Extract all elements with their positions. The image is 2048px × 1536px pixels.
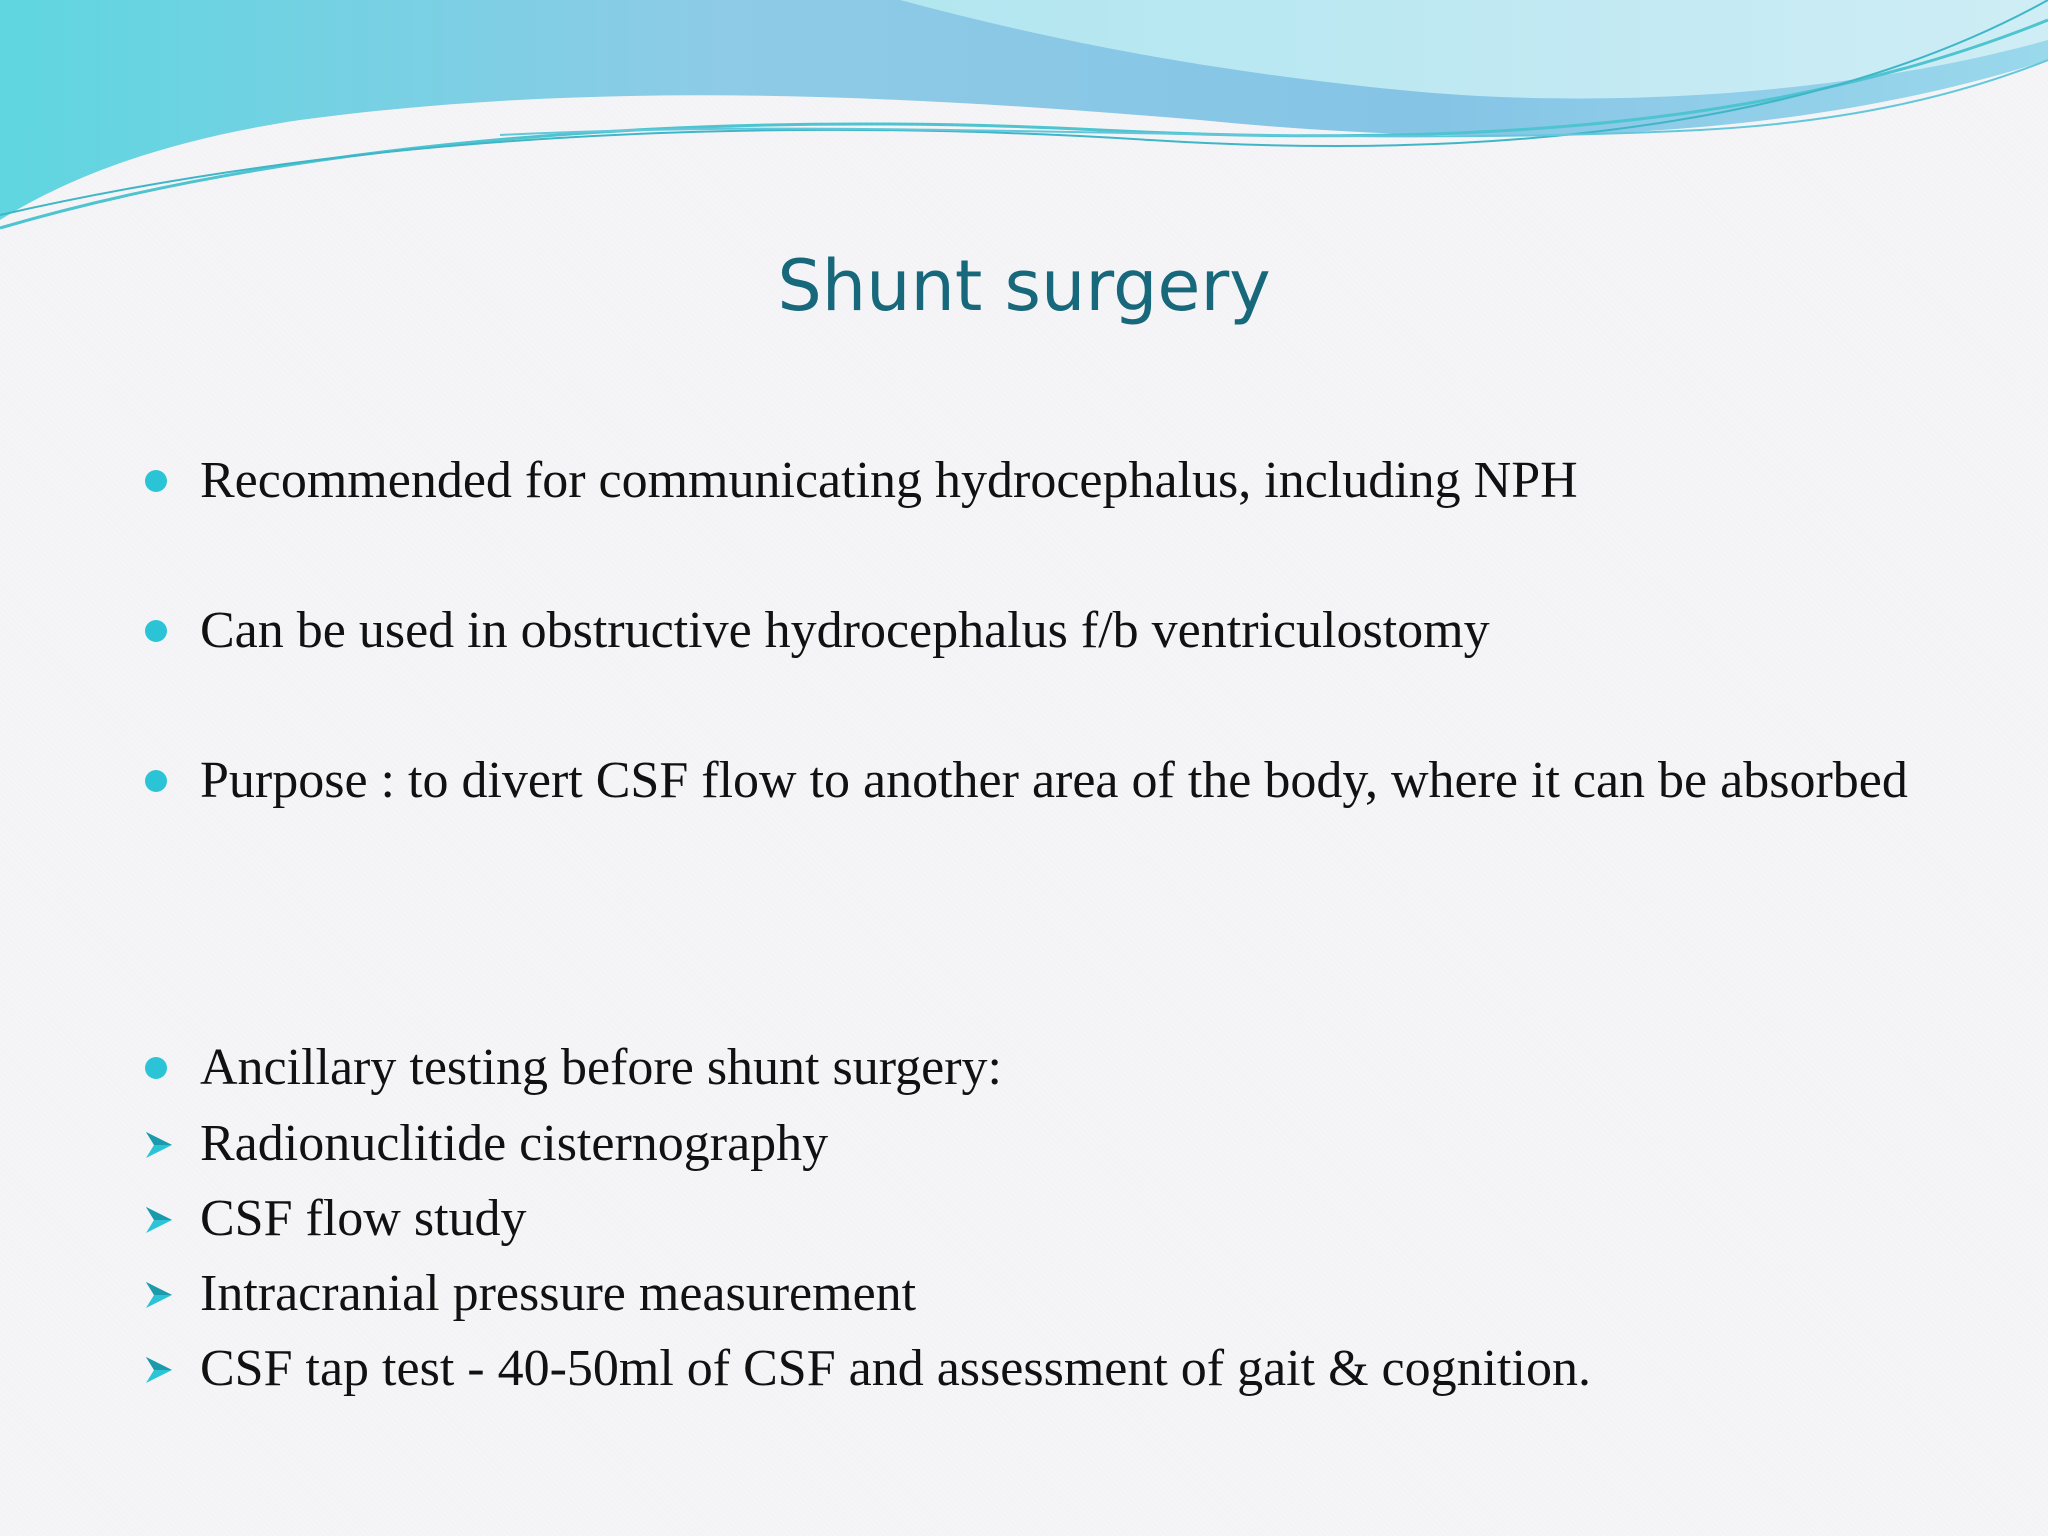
round-bullet-icon xyxy=(145,1057,167,1079)
sub-list-item: Intracranial pressure measurement xyxy=(200,1265,917,1322)
arrow-bullet-icon xyxy=(142,1353,176,1387)
arrow-bullet-icon xyxy=(142,1278,176,1312)
round-bullet-icon xyxy=(145,620,167,642)
list-item: Recommended for communicating hydrocephalus, including NPH xyxy=(200,452,1578,509)
sub-list-item: CSF flow study xyxy=(200,1190,527,1247)
sub-list-item: Radionuclitide cisternography xyxy=(200,1115,829,1172)
arrow-bullet-icon xyxy=(142,1128,176,1162)
arrow-bullet-icon xyxy=(142,1203,176,1237)
list-item: Purpose : to divert CSF flow to another area of the body, where it can be absorbed xyxy=(200,752,1908,809)
round-bullet-icon xyxy=(145,470,167,492)
list-item: Can be used in obstructive hydrocephalus f/b ventriculostomy xyxy=(200,602,1490,659)
round-bullet-icon xyxy=(145,770,167,792)
list-item: Ancillary testing before shunt surgery: xyxy=(200,1039,1002,1096)
slide-title: Shunt surgery xyxy=(777,245,1271,327)
sub-list-item: CSF tap test - 40-50ml of CSF and assessment of gait & cognition. xyxy=(200,1340,1591,1397)
